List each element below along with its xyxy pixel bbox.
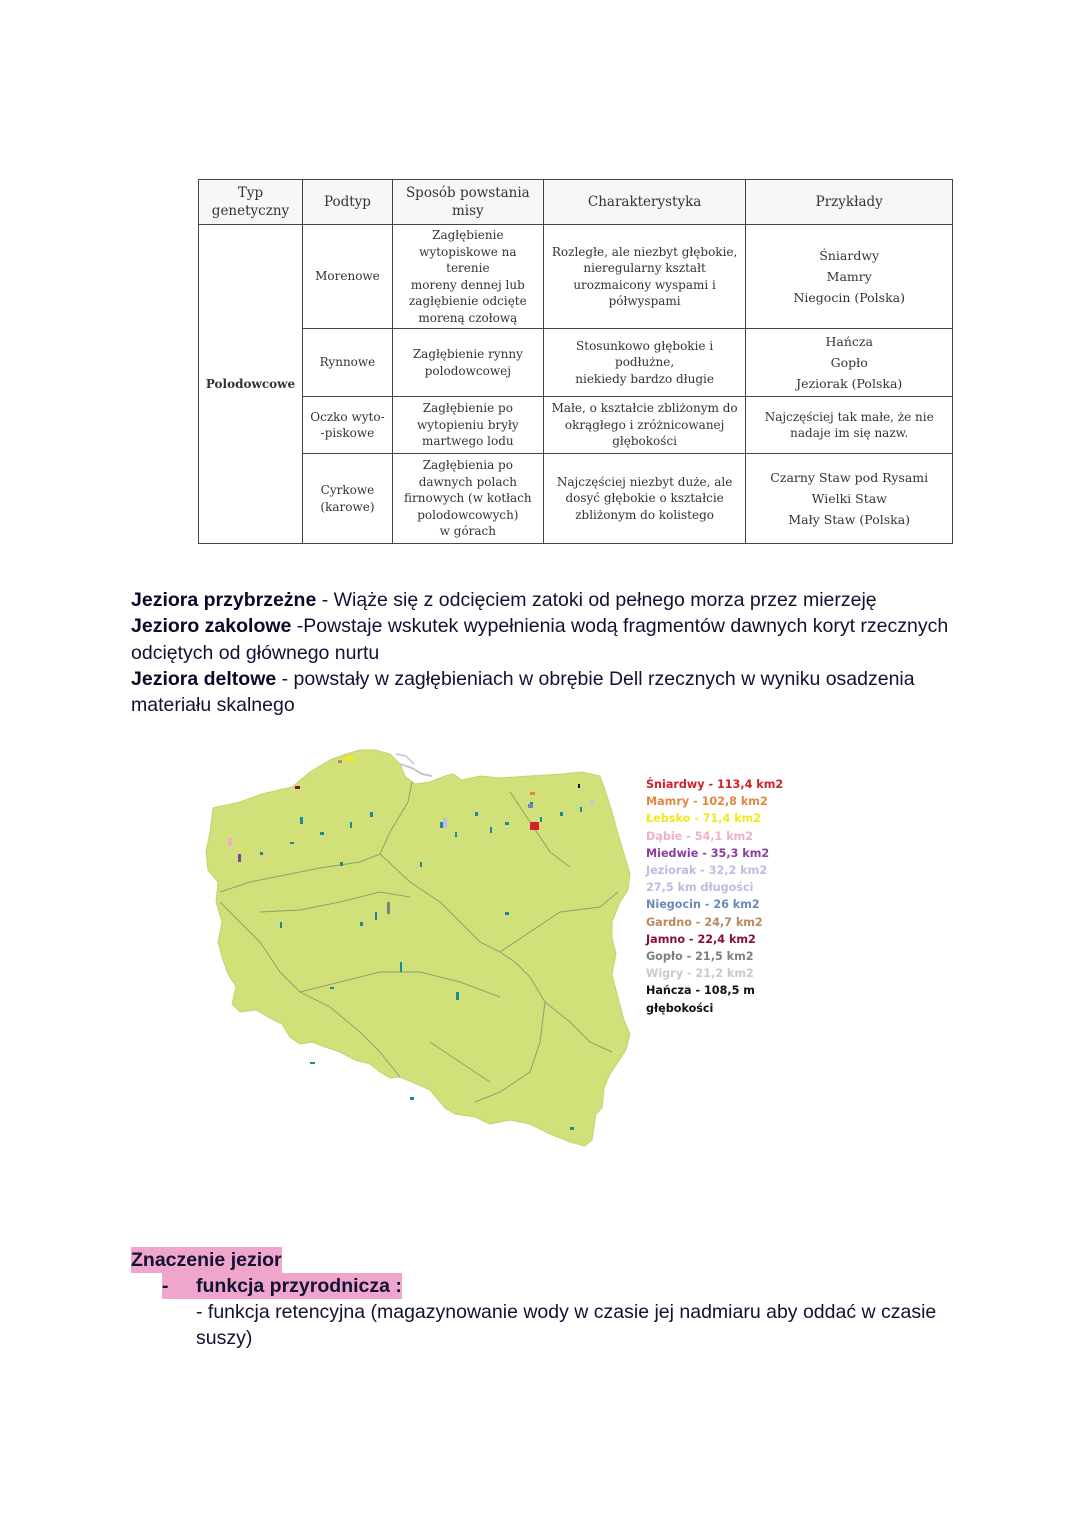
cell-text: (karowe): [320, 499, 375, 514]
header-formation: [392, 180, 543, 225]
legend-item-goplo: Gopło - 21,5 km2: [646, 950, 754, 964]
header-text: Przykłady: [815, 194, 883, 210]
cell-text: Zagłębienie: [432, 228, 504, 242]
definition-text: - Wiąże się z odcięciem zatoki od pełnego morza przez mierzeję: [316, 589, 877, 611]
cell-text: Rozległe, ale niezbyt głębokie,: [551, 244, 738, 259]
definition-delta: [131, 666, 971, 719]
legend-item-wigry: Wigry - 21,2 km2: [646, 967, 754, 981]
header-characteristics: [543, 180, 746, 225]
definition-text: - powstały w zagłębieniach w obrębie Dell rzecznych w wyniku osadzenia materiału skalnego: [131, 667, 915, 717]
lake-hancza: [578, 784, 580, 788]
cell-text: Śniardwy: [819, 248, 880, 263]
characteristics-cell: [543, 225, 746, 329]
legend-item-gardno: Gardno - 24,7 km2: [646, 915, 763, 929]
cell-text: Zagłębienia po: [422, 458, 513, 473]
cell-text: -piskowe: [320, 426, 375, 440]
bullet-dash: -: [162, 1275, 169, 1297]
definition-text: -Powstaje wskutek wypełnienia wodą fragmentów dawnych koryt rzecznych odciętych od głównego nurtu: [131, 615, 949, 664]
lake-wigry: [590, 800, 594, 805]
legend-item-niegocin: Niegocin - 26 km2: [646, 898, 760, 912]
cell-text: Gopło: [830, 355, 868, 370]
cell-text: półwyspami: [608, 294, 681, 308]
cell-text: Zagłębienie rynny: [412, 347, 523, 361]
cell-text: Morenowe: [315, 269, 380, 284]
legend-item-mamry: Mamry - 102,8 km2: [646, 795, 768, 809]
cell-text: urozmaicony wyspami i: [573, 277, 716, 292]
lake-niegocin: [528, 804, 533, 808]
lake-jeziorak: [443, 818, 447, 828]
legend-item-jeziorak: Jeziorak - 32,2 km2: [646, 864, 768, 878]
cell-text: w górach: [439, 524, 497, 539]
subtype-cell: [302, 225, 392, 329]
cell-text: niekiedy bardzo długie: [575, 371, 714, 386]
definition-coastal: [131, 587, 971, 613]
lake-miedwie: [238, 854, 241, 862]
legend-item-miedwie: Miedwie - 35,3 km2: [646, 846, 770, 860]
cell-text: Rynnowe: [319, 355, 376, 370]
cell-text: głębokości: [612, 434, 677, 449]
cell-text: okrągłego i zróżnicowanej: [564, 417, 725, 432]
cell-text: dawnych polach: [418, 474, 517, 489]
examples-cell: [746, 329, 953, 397]
cell-text: Mały Staw (Polska): [788, 512, 911, 527]
cell-text: polodowcowych): [417, 507, 519, 522]
section-heading: Znaczenie jezior: [131, 1249, 282, 1271]
legend-item-sniardwy: Śniardwy - 113,4 km2: [646, 778, 784, 791]
cell-text: nieregularny kształt: [583, 261, 706, 275]
definition-term: Jezioro zakolowe: [131, 615, 292, 638]
lake-lebsko: [345, 756, 354, 761]
cell-text: dosyć głębokie o kształcie: [565, 491, 724, 506]
cell-text: wytopieniu bryły: [416, 417, 519, 432]
header-examples: [746, 180, 953, 225]
formation-cell: [392, 397, 543, 454]
lake-goplo: [387, 902, 390, 914]
formation-cell: [392, 225, 543, 329]
lake-gardno: [338, 760, 342, 763]
lake-definitions: [131, 587, 971, 718]
legend-item-lebsko: Łebsko - 71,4 km2: [646, 812, 762, 826]
cell-text: nadaje im się nazw.: [790, 426, 909, 440]
table-header-row: [199, 180, 953, 225]
definition-term: Jeziora przybrzeżne: [131, 589, 317, 611]
cell-text: Najczęściej niezbyt duże, ale: [556, 474, 733, 489]
poland-lakes-map: [200, 742, 650, 1167]
cell-text: firnowych (w kotłach: [404, 491, 532, 506]
genetic-type-cell: Polodowcowe: [199, 225, 303, 544]
cell-text: martwego lodu: [422, 434, 514, 449]
subtype-cell: [302, 329, 392, 397]
list-item: - funkcja retencyjna (magazynowanie wody w czasie jej nadmiaru aby oddać w czasie suszy): [196, 1301, 937, 1349]
map-legend: [646, 776, 783, 1017]
cell-text: Cyrkowe: [320, 483, 375, 497]
header-text: Sposób powstania: [405, 185, 530, 201]
cell-text: Małe, o kształcie zbliżonym do: [551, 401, 738, 416]
header-text: genetyczny: [211, 203, 290, 219]
cell-text: Wielki Staw: [811, 491, 887, 506]
header-genetic-type: [199, 180, 303, 225]
subheading-natural-function: [162, 1273, 402, 1299]
table-row: [199, 225, 953, 329]
table-row: [199, 454, 953, 544]
examples-cell: [746, 225, 953, 329]
legend-item-hancza: Hańcza - 108,5 m: [646, 984, 755, 998]
cell-text: zbliżonym do kolistego: [575, 507, 715, 522]
subheading-text: funkcja przyrodnicza :: [196, 1275, 402, 1297]
lake-significance-section: [131, 1247, 971, 1351]
cell-text: zagłębienie odcięte: [408, 294, 527, 308]
cell-text: Mamry: [826, 269, 872, 284]
poland-landmass: [206, 750, 630, 1146]
cell-text: Hańcza: [825, 334, 873, 349]
header-text: Podtyp: [323, 194, 371, 210]
cell-text: Stosunkowo głębokie i podłużne,: [576, 338, 714, 370]
subtype-cell: [302, 397, 392, 454]
definition-oxbow: [131, 613, 971, 666]
header-text: misy: [452, 203, 484, 219]
cell-text: moreną czołową: [418, 310, 518, 325]
cell-text: moreny dennej lub: [410, 277, 525, 292]
legend-item-jamno: Jamno - 22,4 km2: [646, 932, 756, 946]
subtype-cell: [302, 454, 392, 544]
legend-item-hancza-depth: głębokości: [646, 1001, 714, 1015]
formation-cell: [392, 329, 543, 397]
formation-cell: [392, 454, 543, 544]
cell-text: Oczko wyto-: [310, 409, 385, 424]
characteristics-cell: [543, 329, 746, 397]
lake-jamno: [295, 786, 300, 789]
cell-text: Niegocin (Polska): [793, 290, 905, 305]
header-text: Typ: [237, 185, 264, 201]
header-text: Charakterystyka: [587, 194, 702, 210]
lake-mamry: [530, 792, 535, 795]
cell-text: wytopiskowe na terenie: [419, 244, 517, 275]
poland-map-image: [200, 742, 650, 1167]
lake-types-table: [198, 179, 953, 544]
lake-dabie: [228, 838, 232, 846]
examples-cell: [746, 397, 953, 454]
cell-text: Jeziorak (Polska): [796, 376, 903, 391]
cell-text: polodowcowej: [424, 363, 511, 378]
legend-item-dabie: Dąbie - 54,1 km2: [646, 829, 754, 843]
characteristics-cell: [543, 454, 746, 544]
table-row: [199, 329, 953, 397]
definition-term: Jeziora deltowe: [131, 667, 277, 690]
cell-text: Czarny Staw pod Rysami: [770, 470, 929, 485]
examples-cell: [746, 454, 953, 544]
vistula-lagoon: [400, 764, 432, 776]
cell-text: Najczęściej tak małe, że nie: [764, 409, 934, 424]
characteristics-cell: [543, 397, 746, 454]
header-subtype: [302, 180, 392, 225]
table-row: [199, 397, 953, 454]
cell-text: Zagłębienie po: [422, 401, 513, 416]
legend-item-jeziorak-length: 27,5 km długości: [646, 881, 754, 895]
lake-sniardwy: [530, 822, 539, 830]
